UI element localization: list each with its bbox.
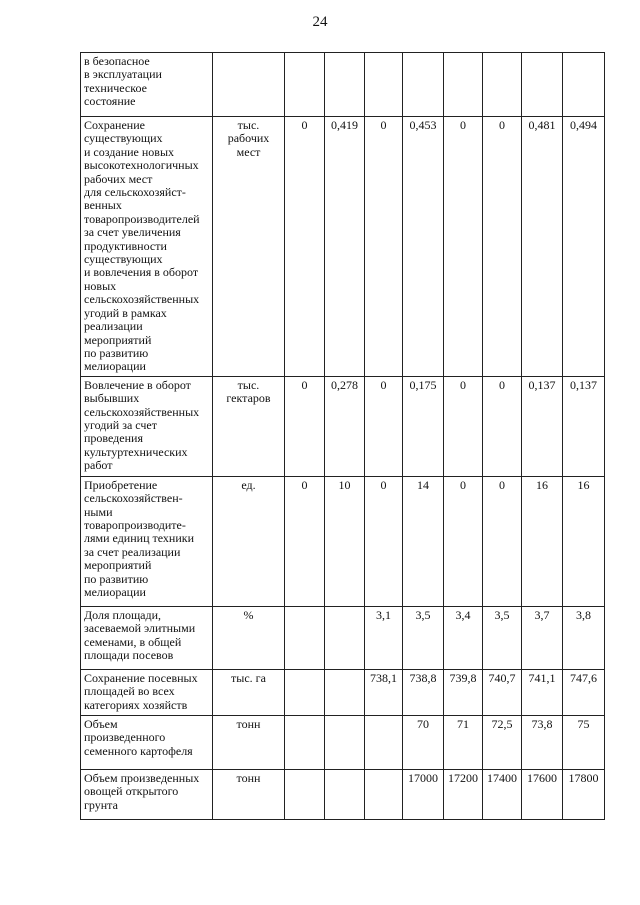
indicators-table xyxy=(80,52,605,820)
value-cell: 740,7 xyxy=(483,669,522,715)
value-cell: 0 xyxy=(483,376,522,476)
value-cell: 0 xyxy=(285,376,325,476)
value-cell: 16 xyxy=(522,476,563,606)
value-cell: 0,278 xyxy=(325,376,365,476)
indicator-name-cell: в безопасное в эксплуатации техническое состояние xyxy=(81,53,213,117)
value-cell: 3,1 xyxy=(365,606,403,669)
value-cell: 0 xyxy=(285,476,325,606)
value-cell: 17400 xyxy=(483,769,522,819)
value-cell: 738,8 xyxy=(403,669,444,715)
unit-cell: % xyxy=(213,606,285,669)
value-cell: 0,137 xyxy=(563,376,605,476)
indicator-name-cell: Сохранение существующих и создание новых высокотехнологичных рабочих мест для сельскохозяйст- венных товаропроизводителей за счет увеличения продуктивности существующих и вовлечения в оборот новых сельскохозяйственных угодий в рамках реализации мероприятий по развитию мелиорации xyxy=(81,117,213,377)
value-cell: 75 xyxy=(563,715,605,769)
value-cell: 738,1 xyxy=(365,669,403,715)
value-cell: 0,419 xyxy=(325,117,365,377)
table-row xyxy=(81,669,605,715)
value-cell: 17200 xyxy=(444,769,483,819)
table-row xyxy=(81,769,605,819)
value-cell: 71 xyxy=(444,715,483,769)
value-cell xyxy=(365,53,403,117)
unit-cell: тонн xyxy=(213,715,285,769)
value-cell xyxy=(325,53,365,117)
value-cell: 0,494 xyxy=(563,117,605,377)
unit-cell: тыс. га xyxy=(213,669,285,715)
value-cell: 3,5 xyxy=(403,606,444,669)
value-cell: 3,7 xyxy=(522,606,563,669)
value-cell: 747,6 xyxy=(563,669,605,715)
value-cell: 17000 xyxy=(403,769,444,819)
value-cell xyxy=(325,606,365,669)
value-cell xyxy=(285,606,325,669)
value-cell: 3,4 xyxy=(444,606,483,669)
value-cell xyxy=(325,769,365,819)
value-cell: 0,481 xyxy=(522,117,563,377)
value-cell xyxy=(285,669,325,715)
value-cell xyxy=(285,769,325,819)
value-cell: 0,137 xyxy=(522,376,563,476)
value-cell: 741,1 xyxy=(522,669,563,715)
value-cell xyxy=(522,53,563,117)
unit-cell: тонн xyxy=(213,769,285,819)
value-cell: 0 xyxy=(444,376,483,476)
value-cell: 0 xyxy=(483,476,522,606)
indicator-name-cell: Объем произведенного семенного картофеля xyxy=(81,715,213,769)
value-cell: 0 xyxy=(444,476,483,606)
value-cell xyxy=(365,769,403,819)
value-cell: 17800 xyxy=(563,769,605,819)
table-row xyxy=(81,376,605,476)
table-row xyxy=(81,53,605,117)
table-row xyxy=(81,476,605,606)
value-cell: 0 xyxy=(444,117,483,377)
unit-cell: тыс. гектаров xyxy=(213,376,285,476)
page-number: 24 xyxy=(312,14,328,30)
value-cell: 14 xyxy=(403,476,444,606)
indicator-name-cell: Сохранение посевных площадей во всех категориях хозяйств xyxy=(81,669,213,715)
value-cell: 0 xyxy=(285,117,325,377)
value-cell: 739,8 xyxy=(444,669,483,715)
value-cell xyxy=(285,53,325,117)
value-cell: 72,5 xyxy=(483,715,522,769)
value-cell: 0 xyxy=(483,117,522,377)
value-cell: 0,175 xyxy=(403,376,444,476)
value-cell: 10 xyxy=(325,476,365,606)
value-cell xyxy=(285,715,325,769)
value-cell: 16 xyxy=(563,476,605,606)
value-cell: 3,8 xyxy=(563,606,605,669)
unit-cell: тыс. рабочих мест xyxy=(213,117,285,377)
value-cell: 73,8 xyxy=(522,715,563,769)
indicator-name-cell: Объем произведенных овощей открытого грунта xyxy=(81,769,213,819)
value-cell: 17600 xyxy=(522,769,563,819)
value-cell: 70 xyxy=(403,715,444,769)
value-cell xyxy=(444,53,483,117)
value-cell: 0,453 xyxy=(403,117,444,377)
value-cell: 0 xyxy=(365,376,403,476)
value-cell xyxy=(563,53,605,117)
unit-cell: ед. xyxy=(213,476,285,606)
value-cell: 0 xyxy=(365,117,403,377)
unit-cell xyxy=(213,53,285,117)
table-row xyxy=(81,606,605,669)
indicator-name-cell: Доля площади, засеваемой элитными семенами, в общей площади посевов xyxy=(81,606,213,669)
indicator-name-cell: Вовлечение в оборот выбывших сельскохозяйственных угодий за счет проведения культуртехнических работ xyxy=(81,376,213,476)
table-row xyxy=(81,117,605,377)
table-row xyxy=(81,715,605,769)
value-cell xyxy=(403,53,444,117)
value-cell: 3,5 xyxy=(483,606,522,669)
value-cell xyxy=(365,715,403,769)
value-cell: 0 xyxy=(365,476,403,606)
value-cell xyxy=(325,715,365,769)
value-cell xyxy=(325,669,365,715)
value-cell xyxy=(483,53,522,117)
indicator-name-cell: Приобретение сельскохозяйствен- ными товаропроизводите- лями единиц техники за счет реализации мероприятий по развитию мелиорации xyxy=(81,476,213,606)
table-body xyxy=(81,53,605,820)
